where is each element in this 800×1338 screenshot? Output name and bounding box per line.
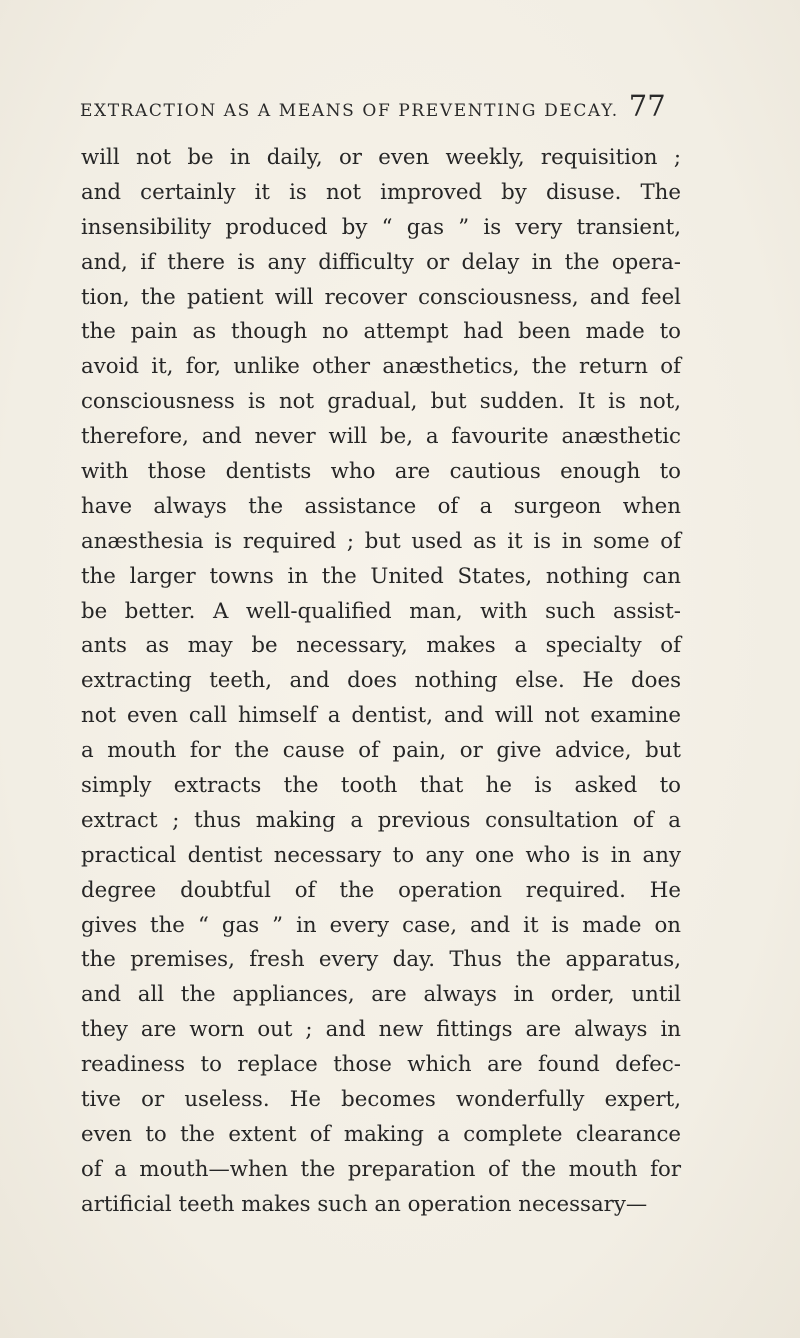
text-line: therefore, and never will be, a favourite anæsthetic — [81, 424, 681, 450]
text-line: ants as may be necessary, makes a specialty of — [81, 633, 681, 659]
text-line: and certainly it is not improved by disuse. The — [81, 179, 681, 205]
text-line: have always the assistance of a surgeon when — [81, 493, 681, 519]
text-line: will not be in daily, or even weekly, requisition ; — [81, 145, 681, 170]
text-line: avoid it, for, unlike other anæsthetics, the return of — [81, 354, 681, 380]
page-number: 77 — [628, 89, 666, 123]
text-line: insensibility produced by “ gas ” is very transient, — [81, 214, 681, 240]
text-line: a mouth for the cause of pain, or give advice, but — [81, 738, 681, 764]
text-line: practical dentist necessary to any one who is in any — [81, 842, 681, 868]
running-head — [80, 89, 680, 128]
text-line: tion, the patient will recover consciousness, and feel — [81, 284, 681, 310]
text-line: the pain as though no attempt had been made to — [81, 319, 681, 345]
text-line: consciousness is not gradual, but sudden. It is not, — [81, 389, 681, 415]
text-line: artificial teeth makes such an operation necessary— — [81, 1191, 648, 1217]
text-line: simply extracts the tooth that he is asked to — [81, 773, 681, 799]
text-line: the larger towns in the United States, nothing can — [81, 563, 681, 589]
text-line: and, if there is any difficulty or delay in the opera- — [81, 249, 681, 275]
body-paragraph — [81, 141, 681, 1223]
text-line: tive or useless. He becomes wonderfully expert, — [81, 1087, 681, 1113]
text-line: the premises, fresh every day. Thus the apparatus, — [81, 947, 681, 973]
text-line: extracting teeth, and does nothing else. He does — [81, 668, 681, 694]
text-line: gives the “ gas ” in every case, and it is made on — [81, 912, 681, 938]
text-line: of a mouth—when the preparation of the mouth for — [81, 1156, 681, 1182]
text-line: extract ; thus making a previous consultation of a — [81, 807, 681, 833]
text-line: even to the extent of making a complete clearance — [81, 1121, 681, 1147]
text-line: not even call himself a dentist, and will not examine — [81, 703, 681, 729]
running-title: EXTRACTION AS A MEANS OF PREVENTING DECAY. — [80, 101, 619, 121]
text-line: degree doubtful of the operation required. He — [81, 877, 681, 903]
text-line: with those dentists who are cautious enough to — [81, 459, 681, 485]
text-line: readiness to replace those which are found defec- — [81, 1052, 681, 1078]
text-line: and all the appliances, are always in order, until — [81, 982, 681, 1008]
text-line: they are worn out ; and new fittings are always in — [81, 1017, 681, 1043]
text-line: anæsthesia is required ; but used as it is in some of — [81, 528, 681, 554]
text-line: be better. A well-qualified man, with such assist- — [81, 598, 681, 624]
